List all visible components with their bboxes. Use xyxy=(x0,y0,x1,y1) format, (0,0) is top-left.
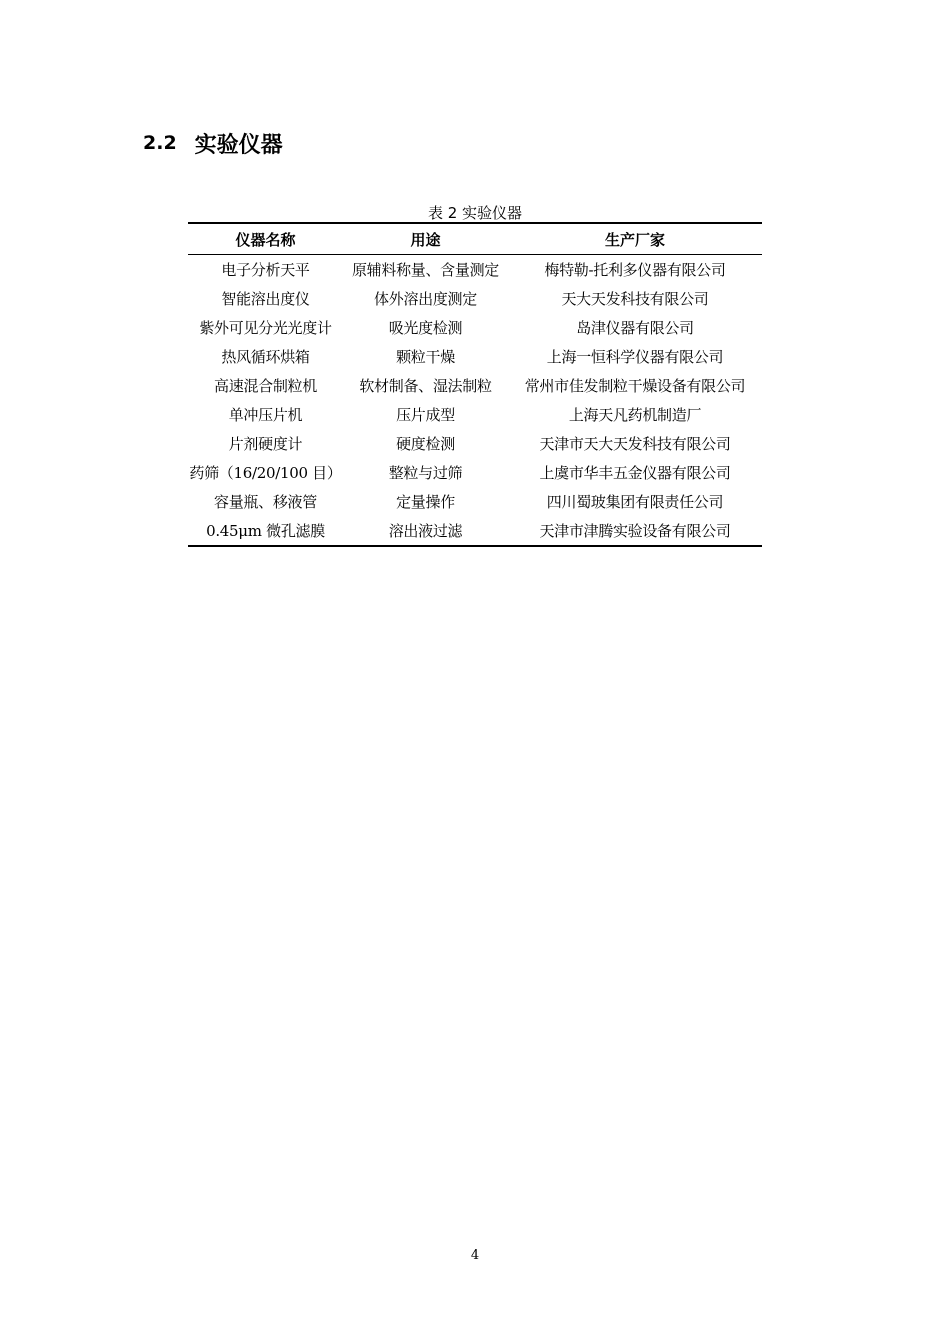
table-row xyxy=(188,371,762,400)
table-row xyxy=(188,487,762,516)
manufacturer-cell: 天津市天大天发科技有限公司 xyxy=(539,435,731,453)
table-row xyxy=(188,313,762,342)
instrument-name-cell: 药筛（16/20/100 目） xyxy=(189,464,342,482)
purpose-cell: 软材制备、湿法制粒 xyxy=(359,377,492,395)
purpose-cell: 体外溶出度测定 xyxy=(374,290,477,308)
instrument-name-cell: 片剂硬度计 xyxy=(228,435,303,453)
table-row xyxy=(188,255,762,285)
instrument-name-cell: 高速混合制粒机 xyxy=(214,377,317,395)
purpose-cell: 定量操作 xyxy=(396,493,455,511)
purpose-cell: 整粒与过筛 xyxy=(388,464,463,482)
purpose-cell: 吸光度检测 xyxy=(388,319,463,337)
table-row xyxy=(188,400,762,429)
instrument-name-cell: 电子分析天平 xyxy=(221,261,310,279)
manufacturer-cell: 岛津仪器有限公司 xyxy=(576,319,694,337)
section-title: 实验仪器 xyxy=(194,132,283,158)
table-row xyxy=(188,516,762,546)
section-number: 2.2 xyxy=(143,132,177,154)
manufacturer-cell: 上虞市华丰五金仪器有限公司 xyxy=(539,464,731,482)
instrument-name-cell: 0.45μm 微孔滤膜 xyxy=(206,522,325,540)
purpose-cell: 原辅料称量、含量测定 xyxy=(351,261,499,279)
manufacturer-cell: 常州市佳发制粒干燥设备有限公司 xyxy=(524,377,746,395)
page-number: 4 xyxy=(470,1248,480,1263)
header-purpose: 用途 xyxy=(410,230,441,249)
table-caption: 表 2 实验仪器 xyxy=(427,204,523,222)
table-row xyxy=(188,458,762,487)
table-header-row xyxy=(188,223,762,255)
table-row xyxy=(188,429,762,458)
purpose-cell: 硬度检测 xyxy=(396,435,455,453)
instrument-name-cell: 容量瓶、移液管 xyxy=(214,493,317,511)
table-row xyxy=(188,284,762,313)
instrument-name-cell: 智能溶出度仪 xyxy=(221,290,310,308)
equipment-table xyxy=(188,222,762,547)
instrument-name-cell: 单冲压片机 xyxy=(228,406,303,424)
purpose-cell: 颗粒干燥 xyxy=(396,348,455,366)
manufacturer-cell: 上海天凡药机制造厂 xyxy=(568,406,702,424)
instrument-name-cell: 热风循环烘箱 xyxy=(221,348,310,366)
header-instrument-name: 仪器名称 xyxy=(235,230,296,249)
instrument-name-cell: 紫外可见分光光度计 xyxy=(199,319,332,337)
table-row xyxy=(188,342,762,371)
purpose-cell: 压片成型 xyxy=(396,406,455,424)
manufacturer-cell: 上海一恒科学仪器有限公司 xyxy=(546,348,724,366)
manufacturer-cell: 天大天发科技有限公司 xyxy=(561,290,709,308)
header-manufacturer: 生产厂家 xyxy=(604,230,665,249)
manufacturer-cell: 天津市津腾实验设备有限公司 xyxy=(539,522,731,540)
purpose-cell: 溶出液过滤 xyxy=(388,522,463,540)
manufacturer-cell: 四川蜀玻集团有限责任公司 xyxy=(546,493,724,511)
section-heading xyxy=(143,126,283,160)
manufacturer-cell: 梅特勒-托利多仪器有限公司 xyxy=(544,261,726,279)
